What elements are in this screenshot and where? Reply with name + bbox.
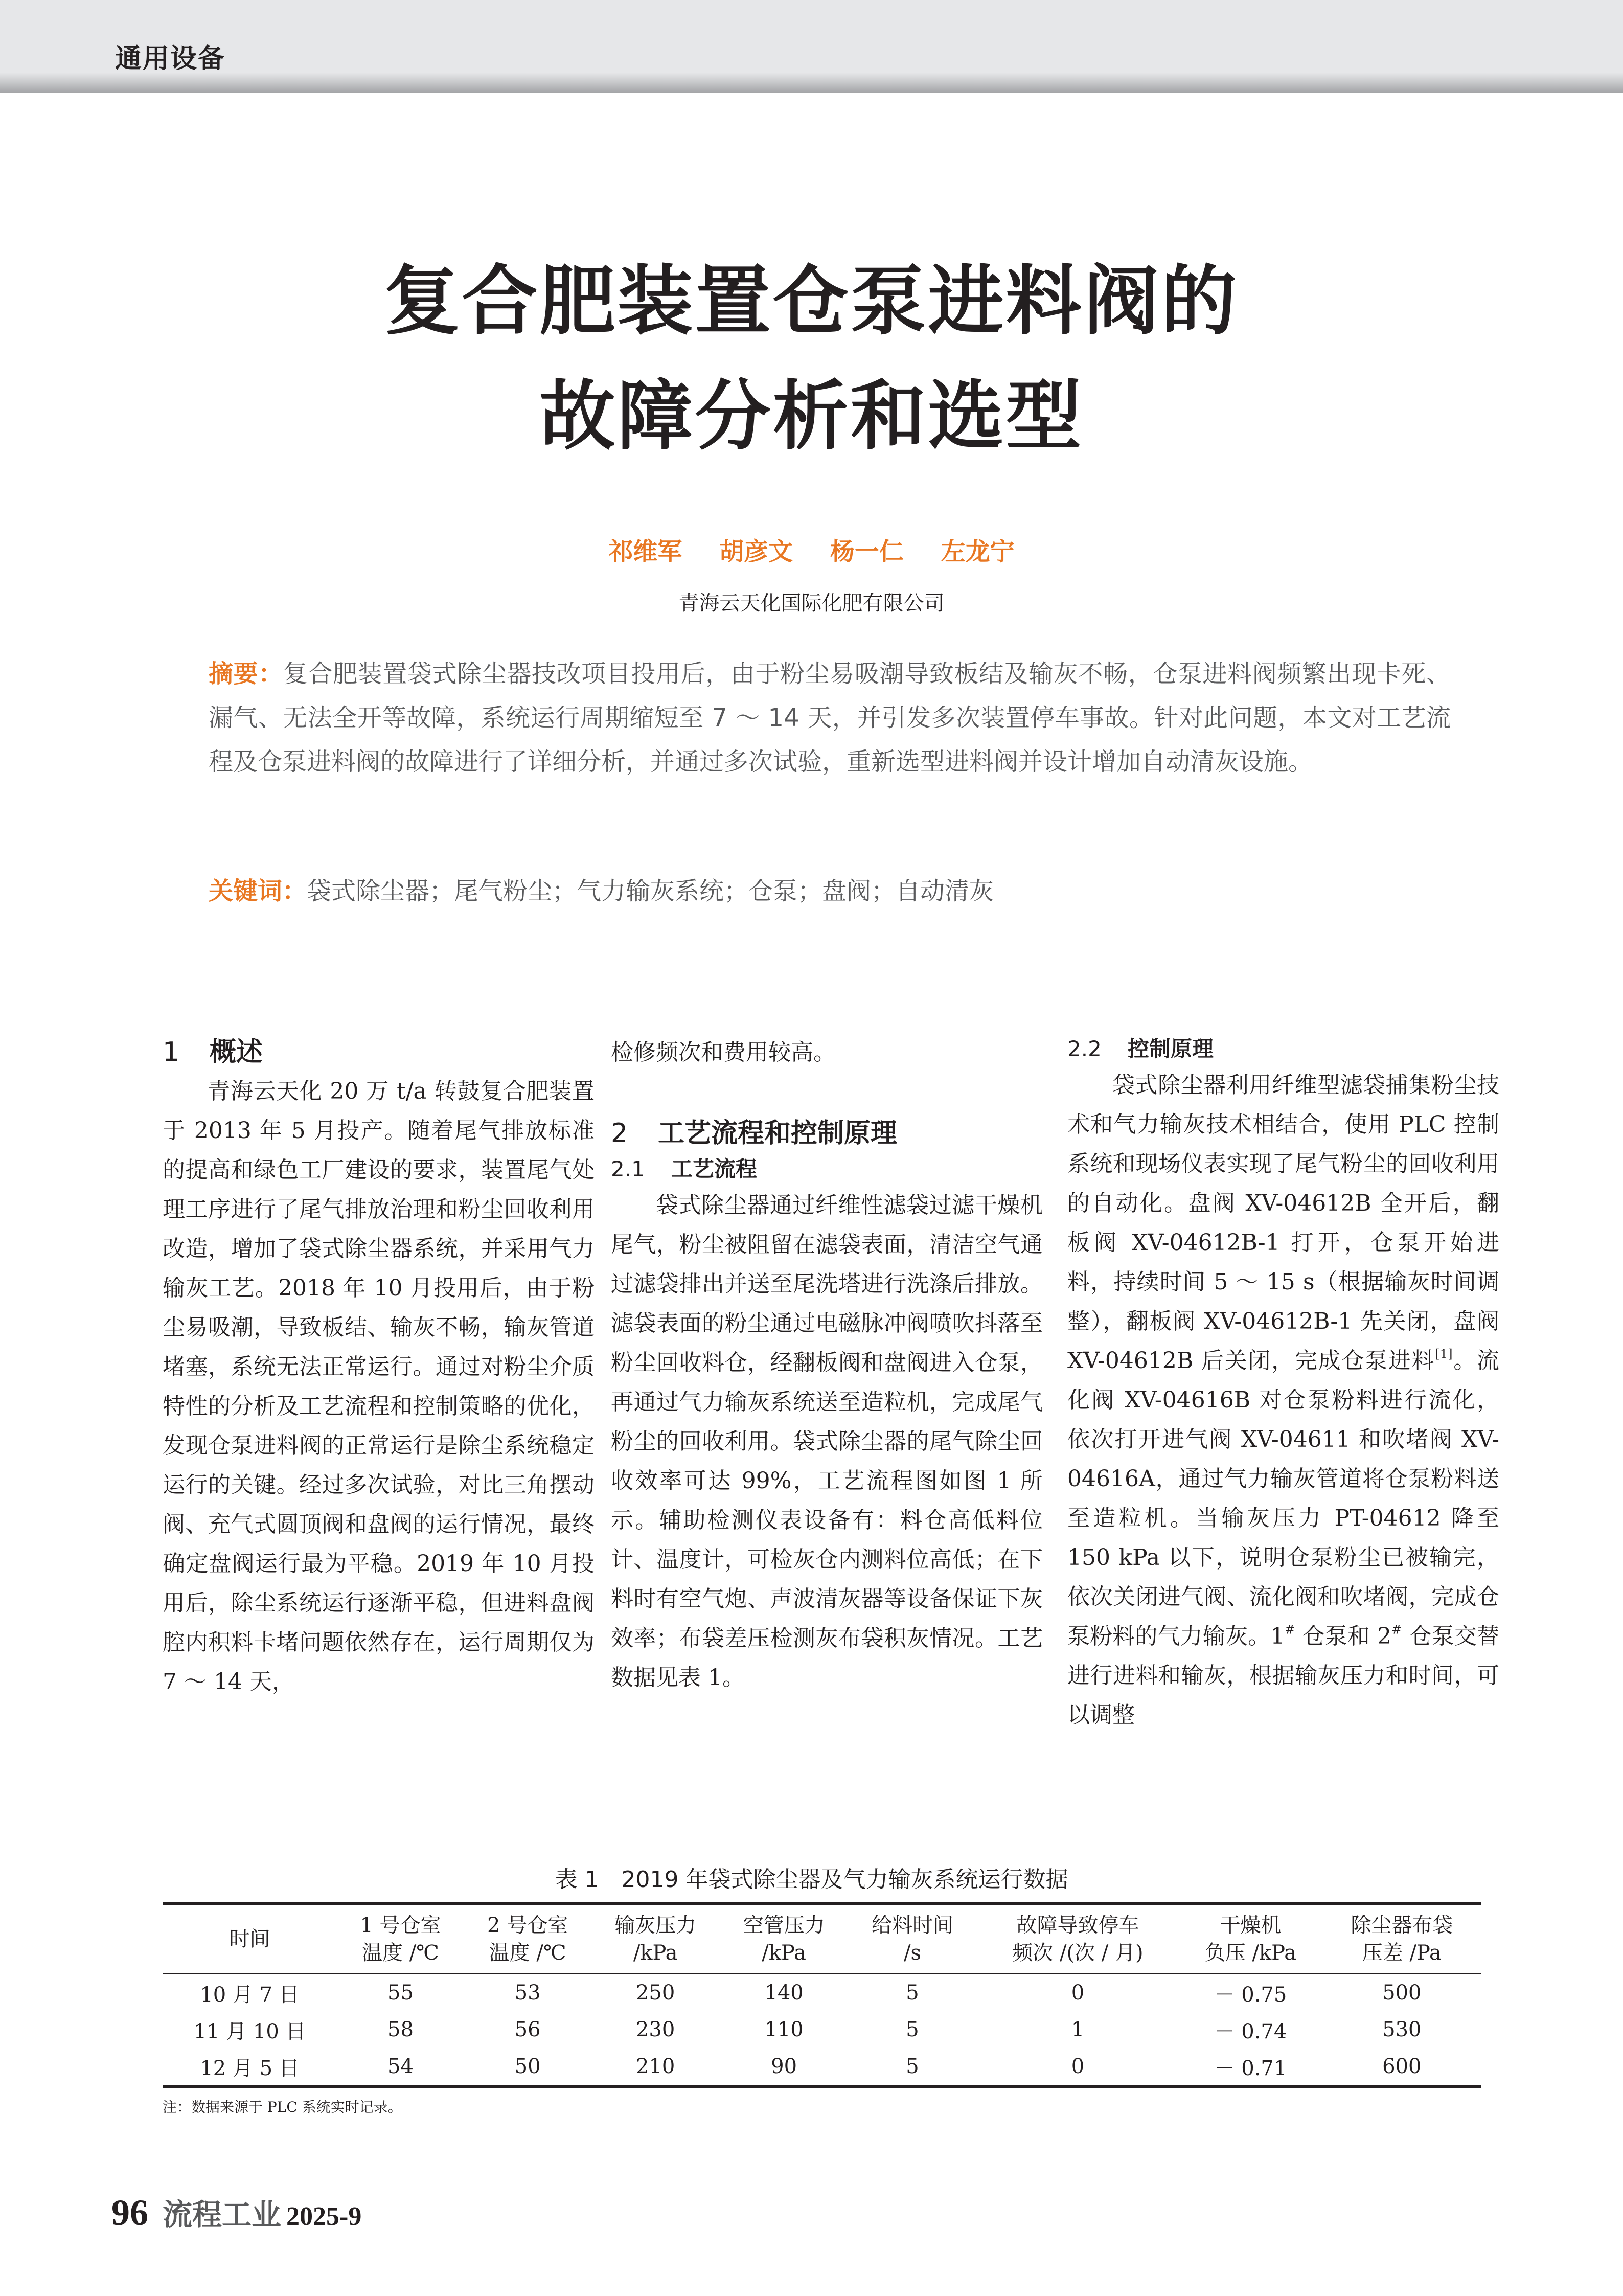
paragraph: 袋式除尘器通过纤维性滤袋过滤干燥机尾气，粉尘被阻留在滤袋表面，清洁空气通过滤袋排出并送至尾洗塔进行洗涤后排放。滤袋表面的粉尘通过电磁脉冲阀喷吹抖落至粉尘回收料仓，经翻板阀和盘阀进入仓泵，再通过气力输灰系统送至造粒机，完成尾气粉尘的回收利用。袋式除尘器的尾气除尘回收效率可达 99%，工艺流程图如图 1 所示。辅助检测仪表设备有：料仓高低料位计、温度计，可检灰仓内测料位高低；在下料时有空气炮、声波清灰器等设备保证下灰效率；布袋差压检测灰布袋积灰情况。工艺数据见表 1。 <box>611 1192 1043 1691</box>
table-header: 1 号仓室 温度 /℃ <box>360 1914 441 1965</box>
abstract-label: 摘要： <box>209 660 283 688</box>
author: 左龙宁 <box>941 537 1015 566</box>
table-header: 输灰压力 /kPa <box>614 1914 697 1965</box>
abstract <box>209 652 1451 784</box>
table-header: 除尘器布袋 压差 /Pa <box>1351 1914 1453 1965</box>
table-header: 给料时间 /s <box>871 1914 953 1965</box>
author: 祁维军 <box>608 537 682 566</box>
journal-issue: 2025-9 <box>286 2202 362 2231</box>
section-number: 1 <box>163 1037 180 1067</box>
table-header-row <box>163 1904 1481 1974</box>
subsection-title: 控制原理 <box>1128 1036 1214 1061</box>
data-table <box>163 1902 1481 2088</box>
table-header: 空管压力 /kPa <box>743 1914 825 1965</box>
author: 杨一仁 <box>830 537 904 566</box>
subsection-number: 2.2 <box>1067 1036 1102 1061</box>
table-header: 时间 <box>229 1927 270 1951</box>
section-heading-2 <box>611 1114 1043 1153</box>
article-title-line1: 复合肥装置仓泵进料阀的 <box>384 257 1239 345</box>
subsection-number: 2.1 <box>611 1156 645 1181</box>
section-number: 2 <box>611 1118 628 1149</box>
table-caption: 表 1 2019 年袋式除尘器及气力输灰系统运行数据 <box>555 1867 1068 1893</box>
citation-ref[interactable]: [1] <box>1435 1347 1453 1361</box>
table-row: 12 月 5 日 54 50 210 90 5 0 － 0.71 600 <box>163 2048 1481 2086</box>
section-title: 概述 <box>210 1037 263 1067</box>
author-list <box>0 532 1623 567</box>
abstract-text: 复合肥装置袋式除尘器技改项目投用后，由于粉尘易吸潮导致板结及输灰不畅，仓泵进料阀频繁出现卡死、漏气、无法全开等故障，系统运行周期缩短至 7 ～ 14 天，并引发多次装置停车事故。针对此问题，本文对工艺流程及仓泵进料阀的故障进行了详细分析，并通过多次试验，重新选型进料阀并设计增加自动清灰设施。 <box>209 660 1451 776</box>
column-1 <box>163 1033 595 1701</box>
table-header: 干燥机 负压 /kPa <box>1204 1914 1297 1965</box>
table-header: 故障导致停车 频次 /(次 / 月) <box>1012 1914 1144 1965</box>
table-row: 11 月 10 日 58 56 230 110 5 1 － 0.74 530 <box>193 2018 1422 2043</box>
section-heading-1 <box>163 1033 595 1072</box>
article-title-line2: 故障分析和选型 <box>539 372 1084 460</box>
paragraph: 袋式除尘器利用纤维型滤袋捕集粉尘技术和气力输灰技术相结合，使用 PLC 控制系统和现场仪表实现了尾气粉尘的回收利用的自动化。盘阀 XV-04612B 全开后，翻板阀 XV-04612B-1 打开，仓泵开始进料，持续时间 5 ～ 15 s（根据输灰时间调整），翻板阀 XV-04612B-1 先关闭，盘阀 XV-04612B 后关闭，完成仓泵进料[1]。流化阀 XV-04616B 对仓泵粉料进行流化，依次打开进气阀 XV-04611 和吹堵阀 XV-04616A，通过气力输灰管道将仓泵粉料送至造粒机。当输灰压力 PT-04612 降至 150 kPa 以下，说明仓泵粉尘已被输完，依次关闭进气阀、流化阀和吹堵阀，完成仓泵粉料的气力输灰。1# 仓泵和 2# 仓泵交替进行进料和输灰，根据输灰压力和时间，可以调整 <box>1067 1072 1500 1728</box>
paragraph: 青海云天化 20 万 t/a 转鼓复合肥装置于 2013 年 5 月投产。随着尾气排放标准的提高和绿色工厂建设的要求，装置尾气处理工序进行了尾气排放治理和粉尘回收利用改造，增加了袋式除尘器系统，并采用气力输灰工艺。2018 年 10 月投用后，由于粉尘易吸潮，导致板结、输灰不畅，输灰管道堵塞，系统无法正常运行。通过对粉尘介质特性的分析及工艺流程和控制策略的优化，发现仓泵进料阀的正常运行是除尘系统稳定运行的关键。经过多次试验，对比三角摆动阀、充气式圆顶阀和盘阀的运行情况，最终确定盘阀运行最为平稳。2019 年 10 月投用后，除尘系统运行逐渐平稳，但进料盘阀腔内积料卡堵问题依然存在，运行周期仅为 7 ～ 14 天， <box>163 1078 595 1695</box>
keywords-text: 袋式除尘器；尾气粉尘；气力输灰系统；仓泵；盘阀；自动清灰 <box>307 877 994 905</box>
keywords <box>209 869 1451 913</box>
column-2 <box>611 1033 1043 1697</box>
column-3 <box>1067 1033 1499 1735</box>
page-number: 96 <box>111 2192 148 2233</box>
table-note: 注：数据来源于 PLC 系统实时记录。 <box>163 2099 402 2116</box>
subsection-title: 工艺流程 <box>671 1156 758 1181</box>
header-band <box>0 0 1623 93</box>
subsection-heading-2-2 <box>1067 1033 1499 1065</box>
page-footer <box>111 2191 361 2234</box>
table-header: 2 号仓室 温度 /℃ <box>487 1914 568 1965</box>
section-tag: 通用设备 <box>115 43 226 74</box>
paragraph: 检修频次和费用较高。 <box>611 1039 836 1065</box>
keywords-label: 关键词： <box>209 877 307 905</box>
affiliation: 青海云天化国际化肥有限公司 <box>678 592 945 615</box>
author: 胡彦文 <box>719 537 793 566</box>
journal-name: 流程工业 <box>163 2198 282 2232</box>
section-title: 工艺流程和控制原理 <box>658 1118 898 1149</box>
table-row: 10 月 7 日 55 53 250 140 5 0 － 0.75 500 <box>200 1981 1422 2007</box>
subsection-heading-2-1 <box>611 1153 1043 1186</box>
